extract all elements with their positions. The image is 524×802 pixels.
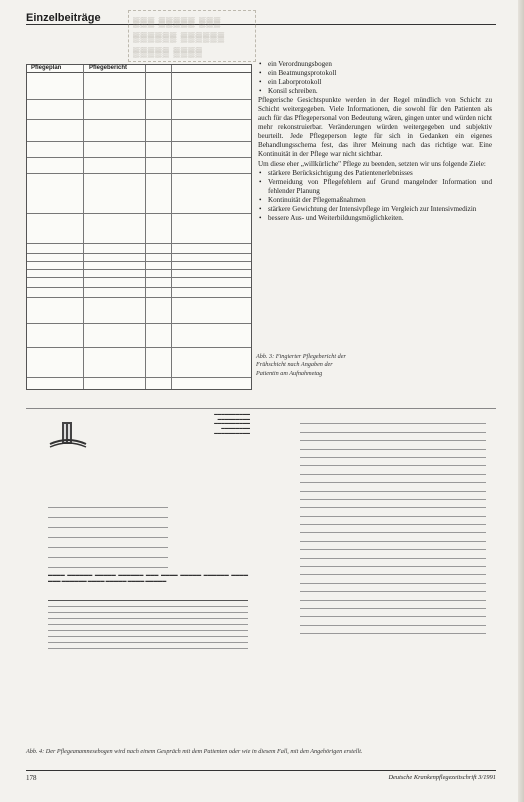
form-field-row xyxy=(48,542,168,548)
care-plan-form-header xyxy=(27,65,251,73)
form-divider xyxy=(145,65,146,389)
figure-3-caption: Abb. 3: Fingierter Pflegebericht der Frühschicht nach Angaben der Patientin am Aufnahmetag xyxy=(256,353,346,377)
list-item: • stärkere Gewichtung der Intensivpflege im Vergleich zur Intensivmedizin xyxy=(258,205,492,214)
form-row xyxy=(27,261,251,262)
form-field-row xyxy=(48,532,168,538)
form-paragraph-scribble: ▬▬▬▬ ▬▬▬▬▬▬ ▬▬▬▬▬ ▬▬▬▬▬▬ ▬▬▬ ▬▬▬▬ ▬▬▬▬▬ ▬▬▬▬▬▬ ▬▬▬▬ ▬▬▬ ▬▬▬▬▬▬ ▬▬▬▬ ▬▬▬▬▬ ▬▬▬▬ ▬▬▬▬▬ xyxy=(48,572,248,583)
form-field-row xyxy=(300,416,486,424)
library-stamp: ▒▒▒ ▒▒▒▒▒ ▒▒▒ ▒▒▒▒▒▒ ▒▒▒▒▒▒ ▒▒▒▒▒ ▒▒▒▒ xyxy=(128,10,256,62)
form-field-row xyxy=(300,592,486,600)
list-item: • stärkere Berücksichtigung des Patientenerlebnisses xyxy=(258,169,492,178)
form-field-row xyxy=(48,512,168,518)
journal-citation: Deutsche Krankenpflegezeitschrift 3/1991 xyxy=(388,774,496,781)
form-field-row xyxy=(300,458,486,466)
table-row xyxy=(48,643,248,649)
form-field-row xyxy=(300,475,486,483)
list-item: • Kontinuität der Pflegemaßnahmen xyxy=(258,196,492,205)
form-field-row xyxy=(300,626,486,634)
form-field-row xyxy=(48,522,168,528)
form-row xyxy=(27,323,251,324)
list-item: • Vermeidung von Pflegefehlern auf Grund mangelnder Information und fehlender Planung xyxy=(258,178,492,196)
goals-list xyxy=(258,169,492,223)
form-field-row xyxy=(300,525,486,533)
list-item: • bessere Aus- und Weiterbildungsmöglichkeiten. xyxy=(258,214,492,223)
form-field-row xyxy=(48,562,168,568)
form-field-row xyxy=(300,517,486,525)
form-divider xyxy=(83,65,84,389)
form-field-row xyxy=(300,542,486,550)
form-row xyxy=(27,119,251,120)
form-field-row xyxy=(300,584,486,592)
form-row xyxy=(27,141,251,142)
form-field-row xyxy=(48,552,168,558)
form-row xyxy=(27,277,251,278)
form-row xyxy=(27,269,251,270)
anamnesis-form-left xyxy=(38,410,252,660)
form-divider xyxy=(171,65,172,389)
figure-4-caption: Abb. 4: Der Pflegeanamnesebogen wird nach einem Gespräch mit dem Patienten oder wie in diesem Fall, mit den Angehörigen erstellt. xyxy=(26,748,363,755)
list-item: • ein Beatmungsprotokoll xyxy=(258,69,492,78)
care-report-column-title: Pflegebericht xyxy=(89,65,128,71)
form-field-row xyxy=(300,466,486,474)
form-field-row xyxy=(300,500,486,508)
form-row xyxy=(27,297,251,298)
form-table xyxy=(48,600,248,649)
list-item: • Konsil schreiben. xyxy=(258,87,492,96)
form-field-row xyxy=(300,492,486,500)
form-field-row xyxy=(300,508,486,516)
form-row xyxy=(27,173,251,174)
form-row xyxy=(27,287,251,288)
form-row xyxy=(27,99,251,100)
form-row xyxy=(27,377,251,378)
form-row xyxy=(27,347,251,348)
form-field-row xyxy=(300,450,486,458)
anamnesis-form-right xyxy=(300,416,486,662)
section-header: Einzelbeiträge xyxy=(26,12,101,24)
form-field-row xyxy=(300,609,486,617)
list-item: • ein Verordnungsbogen xyxy=(258,60,492,69)
form-field-row xyxy=(300,424,486,432)
list-item: • ein Laborprotokoll xyxy=(258,78,492,87)
form-row xyxy=(27,253,251,254)
form-field-row xyxy=(300,441,486,449)
form-row xyxy=(27,213,251,214)
form-field-row xyxy=(300,533,486,541)
document-list xyxy=(258,60,492,96)
header-rule xyxy=(26,24,496,25)
body-paragraph: Um diese eher „willkürliche" Pflege zu beenden, setzten wir uns folgende Ziele: xyxy=(258,159,486,168)
article-text-column xyxy=(258,60,492,223)
form-row xyxy=(27,157,251,158)
form-field-row xyxy=(300,550,486,558)
page-number: 178 xyxy=(26,774,37,782)
form-field-row xyxy=(300,483,486,491)
care-plan-form xyxy=(26,64,252,390)
form-field-row xyxy=(300,601,486,609)
form-field-row xyxy=(300,575,486,583)
page-edge-shadow xyxy=(518,0,524,802)
care-plan-column-title: Pflegeplan xyxy=(31,65,62,71)
form-field-row xyxy=(48,502,168,508)
form-field-row xyxy=(300,433,486,441)
institution-letterhead: ▬▬▬▬▬▬▬▬▬▬ ▬▬▬▬▬▬▬▬▬ ▬▬▬▬▬▬▬▬▬▬ ▬▬▬▬▬▬▬▬ ▬▬▬▬▬▬▬▬▬▬ xyxy=(214,412,250,435)
body-paragraph: Pflegerische Gesichtspunkte werden in der Regel mündlich von Schicht zu Schicht weitergegeben. Viele Informationen, die sowohl für den Patienten als auch für das Pflegepersonal von Bedeutung wären, gingen unter und würden nicht mehr rekonstruierbar. Veränderungen würden weitergegeben und subjektiv beurteilt. Jede Pflegeperson legte für sich in Gedanken ein eigenes Behandlungsschema fest, das ihrer Meinung nach das richtige war. Eine Kontinuität in der Pflege war nicht sichtbar. xyxy=(258,96,492,159)
form-field-row xyxy=(300,567,486,575)
form-field-row xyxy=(300,559,486,567)
footer-rule xyxy=(26,770,496,771)
hospital-logo-icon xyxy=(48,418,88,450)
form-field-row xyxy=(300,617,486,625)
form-row xyxy=(27,243,251,244)
